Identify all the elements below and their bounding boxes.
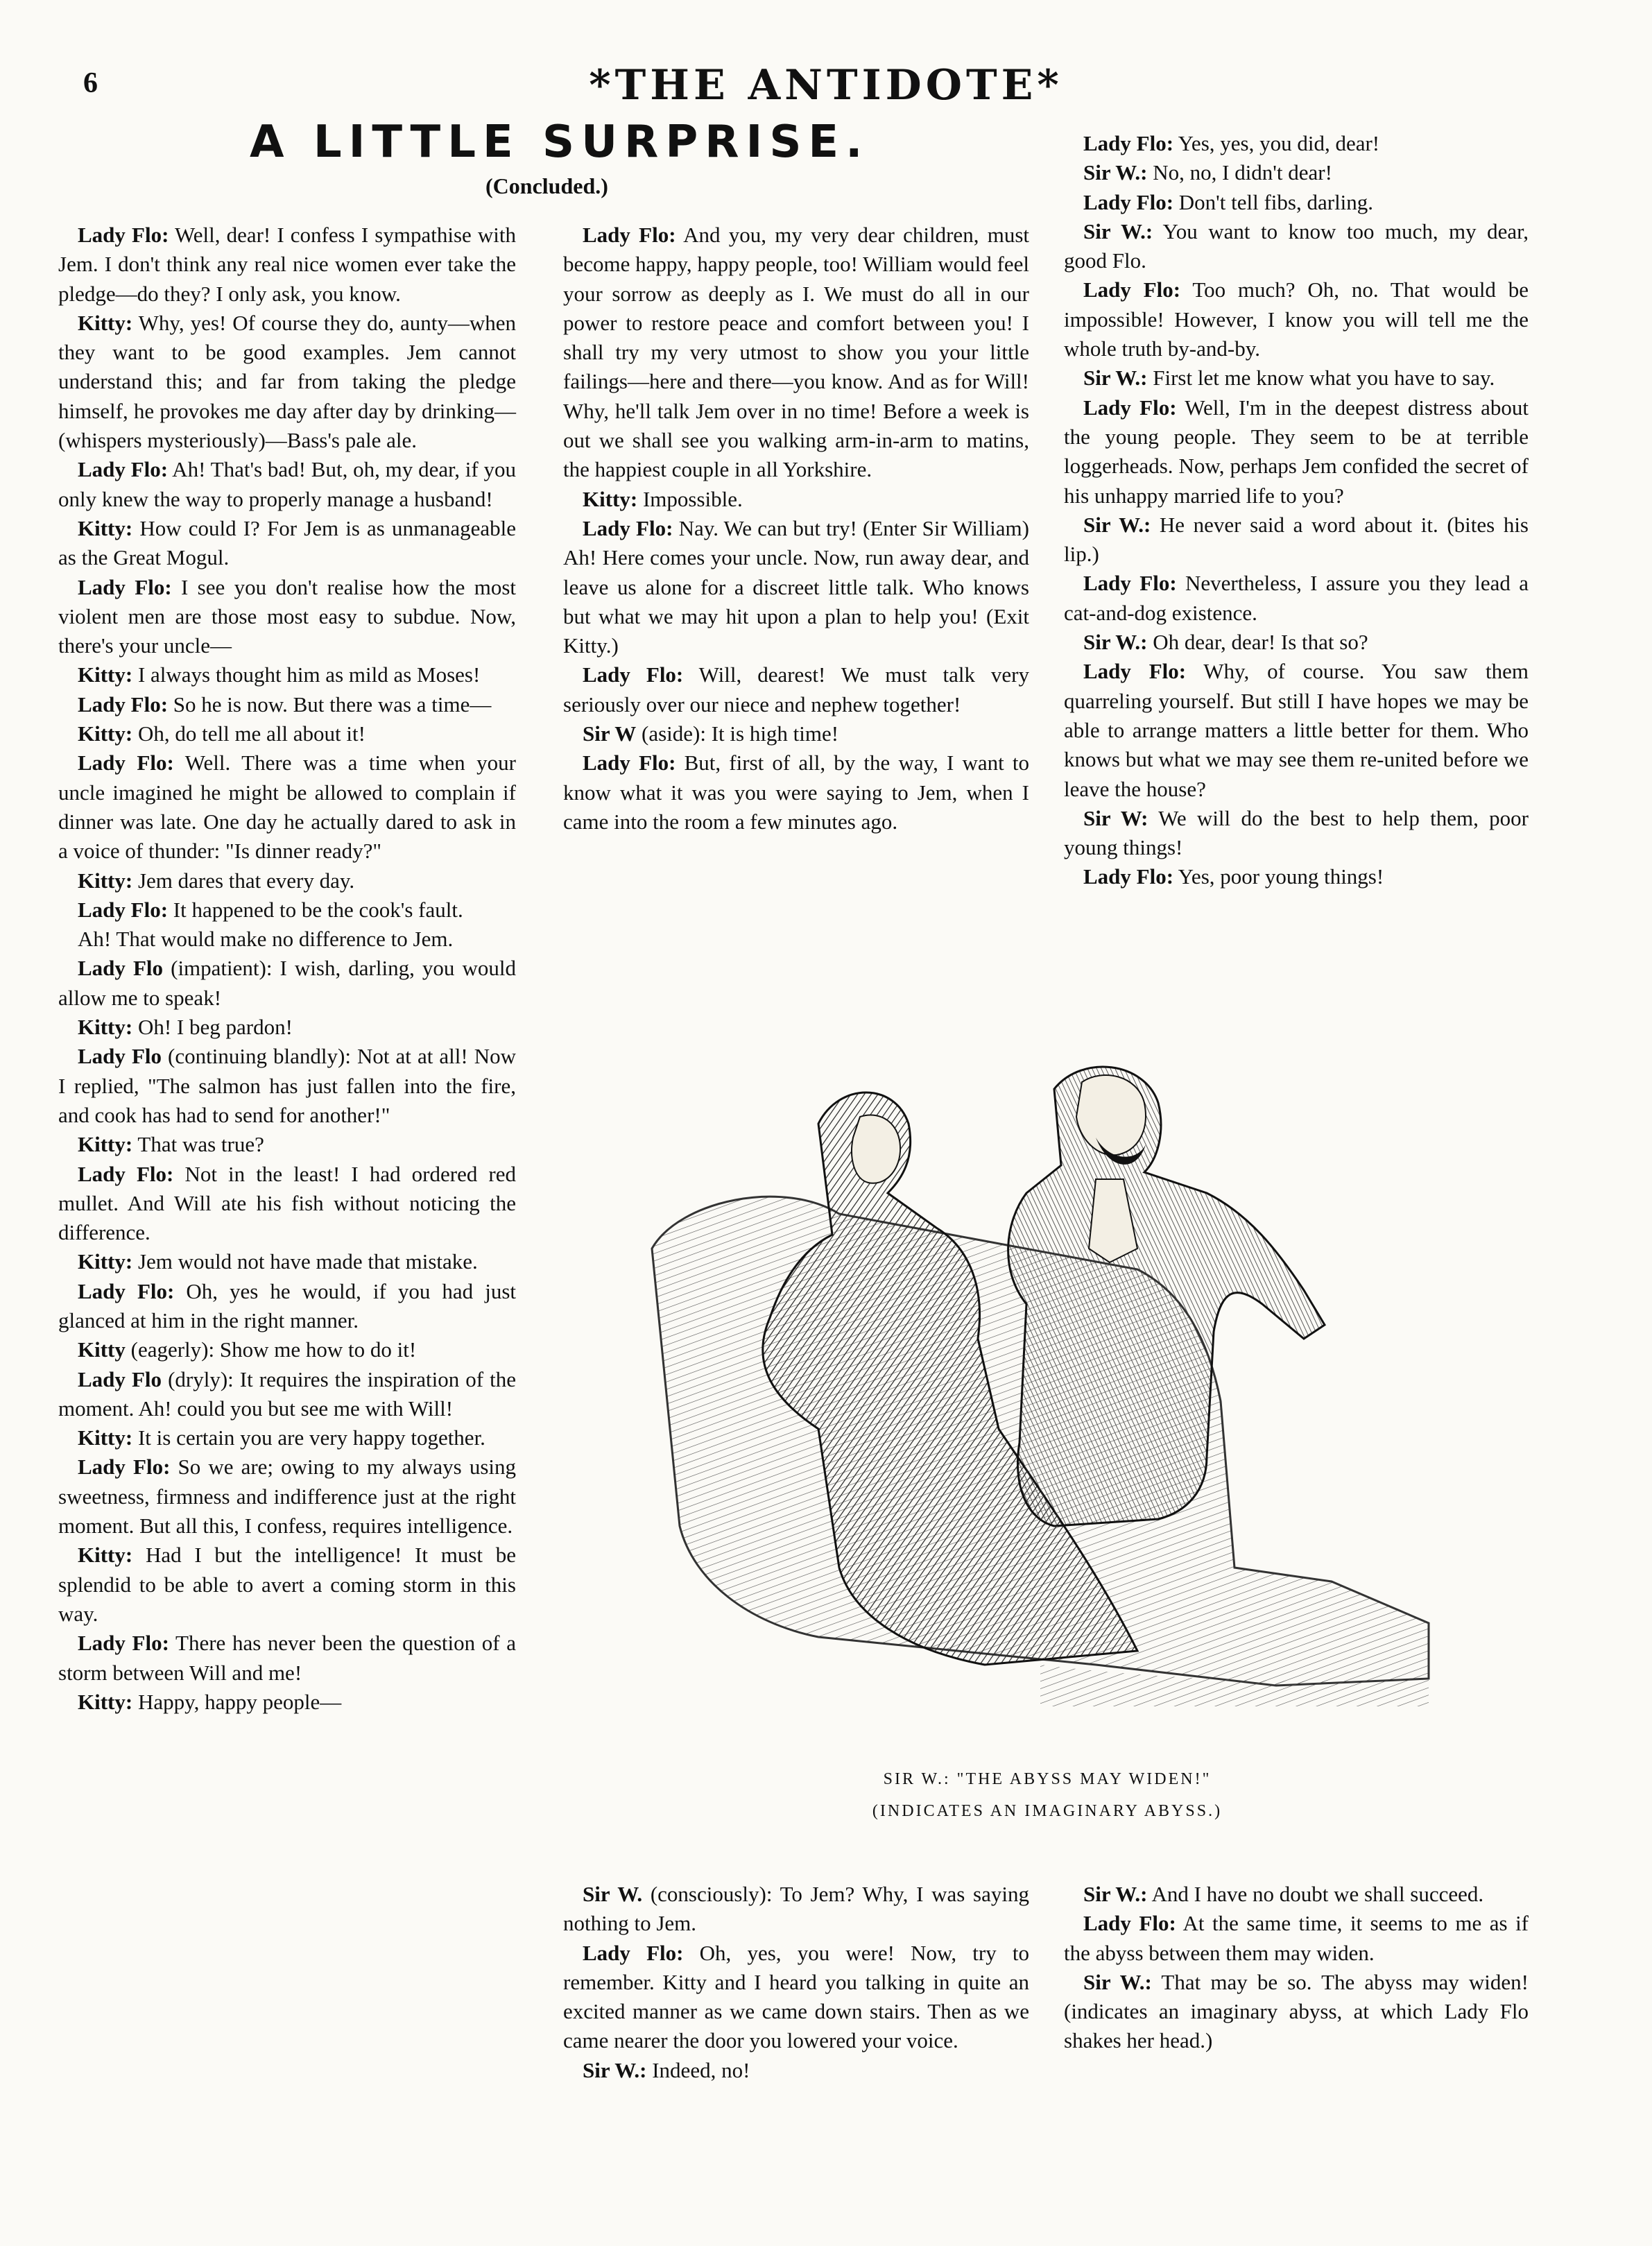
speaker-name: Sir W.: — [1083, 1969, 1152, 1994]
dialogue-text: No, no, I didn't dear! — [1147, 160, 1332, 185]
dialogue-text: How could I? For Jem is as unmanageable as the Great Mogul. — [58, 515, 516, 570]
dialogue-text: Impossible. — [637, 486, 743, 511]
speaker-name: Kitty — [78, 1337, 126, 1362]
speaker-name: Lady Flo: — [78, 223, 169, 247]
speaker-name: Sir W — [583, 721, 637, 746]
dialogue-text: Yes, yes, you did, dear! — [1173, 131, 1380, 155]
dialogue-text: It is certain you are very happy together. — [132, 1425, 485, 1450]
speaker-name: Kitty: — [78, 1015, 133, 1040]
dialogue-text: Oh, do tell me all about it! — [132, 721, 365, 746]
dialogue-paragraph — [58, 514, 516, 573]
speaker-name: Kitty: — [78, 1543, 133, 1568]
dialogue-paragraph — [1064, 657, 1529, 803]
speaker-name: Sir W: — [1083, 805, 1148, 830]
speaker-name: Sir W.: — [1083, 160, 1148, 185]
speaker-name: Lady Flo: — [78, 692, 169, 717]
dialogue-paragraph — [58, 1452, 516, 1541]
dialogue-paragraph — [563, 719, 1029, 748]
speaker-name: Lady Flo: — [583, 662, 684, 687]
speaker-name: Lady Flo — [78, 1044, 162, 1069]
speaker-name: Lady Flo: — [78, 897, 169, 922]
dialogue-paragraph — [563, 1939, 1029, 2056]
dialogue-paragraph — [58, 573, 516, 661]
dialogue-paragraph — [58, 895, 516, 925]
masthead: *THE ANTIDOTE* — [589, 61, 1063, 110]
dialogue-text: And I have no doubt we shall succeed. — [1147, 1882, 1484, 1906]
speaker-name: Lady Flo: — [583, 751, 676, 775]
dialogue-text: I see you don't realise how the most violent men are those most easy to subdue. Now, there's your uncle— — [58, 574, 516, 658]
speaker-name: Lady Flo: — [583, 515, 673, 540]
speaker-name: Lady Flo — [78, 1366, 162, 1391]
dialogue-paragraph — [58, 455, 516, 514]
dialogue-text: (dryly): It requires the inspiration of the moment. Ah! could you but see me with Will! — [58, 1366, 516, 1421]
dialogue-paragraph — [1064, 188, 1529, 217]
dialogue-paragraph — [58, 1160, 516, 1248]
dialogue-text: But, first of all, by the way, I want to know what it was you were saying to Jem, when I came into the room a few minutes ago. — [563, 751, 1029, 834]
dialogue-text: (continuing blandly): Not at at all! Now I replied, "The salmon has just fallen into the fire, and cook has had to send for another!" — [58, 1044, 516, 1127]
dialogue-text: First let me know what you have to say. — [1147, 366, 1495, 391]
speaker-name: Lady Flo: — [1083, 131, 1174, 155]
dialogue-text: Jem would not have made that mistake. — [132, 1249, 478, 1274]
speaker-name: Sir W.: — [1083, 218, 1153, 243]
speaker-name: Lady Flo: — [1083, 864, 1174, 889]
dialogue-text: Nay. We can but try! (Enter Sir William) Ah! Here comes your uncle. Now, run away dear, and leave us alone for a discreet little talk. Who knows but what we may hit upon a plan to help you! (Exit Kitty.) — [563, 515, 1029, 658]
dialogue-text: Nevertheless, I assure you they lead a cat-and-dog existence. — [1064, 571, 1529, 625]
dialogue-paragraph — [563, 2056, 1029, 2085]
dialogue-paragraph — [58, 1423, 516, 1452]
dialogue-paragraph — [58, 1365, 516, 1424]
dialogue-text: I always thought him as mild as Moses! — [132, 662, 481, 687]
speaker-name: Kitty: — [583, 486, 638, 511]
dialogue-text: Don't tell fibs, darling. — [1173, 189, 1374, 214]
dialogue-text: That may be so. The abyss may widen! (indicates an imaginary abyss, at which Lady Flo shakes her head.) — [1064, 1969, 1529, 2053]
text-column-2 — [563, 221, 1029, 837]
speaker-name: Lady Flo: — [78, 457, 169, 482]
dialogue-paragraph — [58, 719, 516, 748]
dialogue-paragraph — [563, 485, 1029, 514]
dialogue-text: Indeed, no! — [646, 2057, 750, 2082]
speaker-name: Lady Flo: — [1083, 395, 1177, 420]
speaker-name: Lady Flo: — [78, 1278, 175, 1303]
speaker-name: Kitty: — [78, 1249, 133, 1274]
dialogue-paragraph — [58, 1335, 516, 1364]
dialogue-paragraph — [58, 690, 516, 719]
dialogue-paragraph — [1064, 1880, 1529, 1909]
dialogue-text: Not in the least! I had ordered red mullet. And Will ate his fish without noticing the difference. — [58, 1161, 516, 1245]
dialogue-text: Well, dear! I confess I sympathise with Jem. I don't think any real nice women ever take the pledge—do they? I only ask, you know. — [58, 223, 516, 306]
dialogue-text: So we are; owing to my always using sweetness, firmness and indifference just at the right moment. But all this, I confess, requires intelligence. — [58, 1455, 516, 1538]
dialogue-text: It happened to be the cook's fault. — [168, 897, 463, 922]
dialogue-text: We will do the best to help them, poor young things! — [1064, 805, 1529, 860]
dialogue-paragraph — [1064, 628, 1529, 657]
dialogue-text: (aside): It is high time! — [636, 721, 839, 746]
dialogue-paragraph — [58, 954, 516, 1013]
dialogue-text: (eagerly): Show me how to do it! — [125, 1337, 417, 1362]
dialogue-text: Why, yes! Of course they do, aunty—when they want to be good examples. Jem cannot understand this; and far from taking the pledge himself, he provokes me day after day by drinking—(whispers mysteriously)—Bass's pale ale. — [58, 310, 516, 453]
dialogue-paragraph — [58, 1247, 516, 1276]
text-column-4 — [563, 1880, 1029, 2085]
dialogue-paragraph — [1064, 1968, 1529, 2056]
dialogue-text: So he is now. But there was a time— — [168, 692, 492, 717]
dialogue-text: Oh, yes he would, if you had just glanced at him in the right manner. — [58, 1278, 516, 1332]
dialogue-paragraph — [1064, 217, 1529, 276]
dialogue-paragraph — [58, 221, 516, 309]
article-subtitle: (Concluded.) — [485, 173, 608, 198]
speaker-name: Kitty: — [78, 1132, 133, 1157]
dialogue-paragraph — [563, 514, 1029, 660]
speaker-name: Sir W.: — [1083, 512, 1151, 537]
dialogue-paragraph — [58, 1042, 516, 1130]
speaker-name: Kitty: — [78, 1425, 133, 1450]
dialogue-paragraph — [1064, 862, 1529, 891]
speaker-name: Lady Flo: — [78, 574, 172, 599]
speaker-name: Sir W. — [583, 1882, 643, 1906]
dialogue-text: Jem dares that every day. — [132, 868, 355, 893]
dialogue-text: Will, dearest! We must talk very seriously over our niece and nephew together! — [563, 662, 1029, 717]
text-column-3 — [1064, 129, 1529, 892]
dialogue-paragraph — [563, 221, 1029, 485]
illustration-caption-note: (INDICATES AN IMAGINARY ABYSS.) — [872, 1802, 1223, 1820]
dialogue-paragraph — [58, 748, 516, 866]
dialogue-paragraph — [1064, 804, 1529, 863]
speaker-name: Lady Flo: — [78, 1161, 174, 1186]
dialogue-paragraph — [58, 1541, 516, 1629]
dialogue-paragraph — [1064, 1909, 1529, 1968]
dialogue-text: Why, of course. You saw them quarreling yourself. But still I have hopes we may be able to arrange matters a little better for them. Who knows but what we may see them re-united before we leave the house? — [1064, 659, 1529, 801]
dialogue-text: Oh, yes, you were! Now, try to remember. Kitty and I heard you talking in quite an excited manner as we came down stairs. Then as we came nearer the door you lowered your voice. — [563, 1940, 1029, 2053]
speaker-name: Lady Flo: — [78, 1631, 169, 1656]
man-figure — [1008, 1067, 1325, 1526]
speaker-name: Lady Flo: — [1083, 1911, 1176, 1936]
article-title: A LITTLE SURPRISE. — [250, 117, 870, 168]
dialogue-text: Well, I'm in the deepest distress about the young people. They seem to be at terrible loggerheads. Now, perhaps Jem confided the secret of his unhappy married life to you? — [1064, 395, 1529, 508]
dialogue-paragraph — [1064, 393, 1529, 511]
dialogue-text: That was true? — [132, 1132, 264, 1157]
dialogue-paragraph — [58, 660, 516, 689]
dialogue-paragraph — [563, 660, 1029, 719]
speaker-name: Kitty: — [78, 721, 133, 746]
dialogue-paragraph — [1064, 275, 1529, 363]
dialogue-paragraph — [58, 1013, 516, 1042]
speaker-name: Kitty: — [78, 1689, 133, 1714]
dialogue-paragraph — [563, 1880, 1029, 1939]
speaker-name: Lady Flo: — [1083, 571, 1177, 596]
speaker-name: Lady Flo — [78, 956, 164, 981]
dialogue-paragraph — [58, 1688, 516, 1717]
dialogue-paragraph — [1064, 158, 1529, 187]
dialogue-text: (impatient): I wish, darling, you would allow me to speak! — [58, 956, 516, 1010]
dialogue-paragraph — [58, 309, 516, 455]
dialogue-paragraph — [1064, 569, 1529, 628]
dialogue-paragraph — [1064, 363, 1529, 393]
dialogue-paragraph — [1064, 511, 1529, 569]
dialogue-text: Yes, poor young things! — [1173, 864, 1384, 889]
dialogue-text: (consciously): To Jem? Why, I was saying nothing to Jem. — [563, 1882, 1029, 1936]
engraving-illustration — [610, 1040, 1463, 1741]
speaker-name: Lady Flo: — [583, 223, 676, 247]
dialogue-text: Ah! That's bad! But, oh, my dear, if you only knew the way to properly manage a husband! — [58, 457, 516, 511]
dialogue-paragraph — [58, 1629, 516, 1688]
dialogue-text: At the same time, it seems to me as if the abyss between them may widen. — [1064, 1911, 1529, 1965]
speaker-name: Lady Flo: — [78, 1455, 171, 1480]
page-number: 6 — [83, 67, 98, 99]
dialogue-text: You want to know too much, my dear, good Flo. — [1064, 218, 1529, 273]
dialogue-paragraph — [58, 925, 516, 954]
dialogue-text: Oh dear, dear! Is that so? — [1147, 630, 1368, 655]
text-column-1 — [58, 221, 516, 1717]
dialogue-paragraph — [1064, 129, 1529, 158]
speaker-name: Lady Flo: — [78, 751, 174, 775]
illustration-caption: SIR W.: "THE ABYSS MAY WIDEN!" — [883, 1770, 1212, 1788]
speaker-name: Lady Flo: — [1083, 189, 1174, 214]
speaker-name: Sir W.: — [1083, 366, 1148, 391]
dialogue-paragraph — [563, 748, 1029, 837]
text-column-5 — [1064, 1880, 1529, 2056]
woman-face — [852, 1115, 900, 1183]
dialogue-text: Had I but the intelligence! It must be splendid to be able to avert a coming storm in this way. — [58, 1543, 516, 1626]
dialogue-text: Ah! That would make no difference to Jem. — [78, 927, 454, 952]
speaker-name: Sir W.: — [583, 2057, 647, 2082]
speaker-name: Lady Flo: — [1083, 659, 1187, 684]
speaker-name: Lady Flo: — [583, 1940, 684, 1965]
speaker-name: Sir W.: — [1083, 1882, 1148, 1906]
dialogue-paragraph — [58, 1277, 516, 1336]
dialogue-text: Well. There was a time when your uncle imagined he might be allowed to complain if dinner was late. One day he actually dared to ask in a voice of thunder: "Is dinner ready?" — [58, 751, 516, 864]
speaker-name: Kitty: — [78, 310, 133, 335]
speaker-name: Lady Flo: — [1083, 277, 1181, 302]
dialogue-text: He never said a word about it. (bites his lip.) — [1064, 512, 1529, 567]
speaker-name: Kitty: — [78, 515, 133, 540]
dialogue-text: And you, my very dear children, must become happy, happy people, too! William would feel your sorrow as deeply as I. We must do all in our power to restore peace and comfort between you! I shall try my very utmost to show you your little failings—here and there—you know. And as for Will! Why, he'll talk Jem over in no time! Before a week is out we shall see you walking arm-in-arm to matins, the happiest couple in all Yorkshire. — [563, 223, 1029, 482]
speaker-name: Sir W.: — [1083, 630, 1148, 655]
dialogue-paragraph — [58, 1130, 516, 1159]
dialogue-paragraph — [58, 866, 516, 895]
speaker-name: Kitty: — [78, 662, 133, 687]
dialogue-text: Oh! I beg pardon! — [132, 1015, 293, 1040]
speaker-name: Kitty: — [78, 868, 133, 893]
dialogue-text: There has never been the question of a storm between Will and me! — [58, 1631, 516, 1685]
dialogue-text: Happy, happy people— — [132, 1689, 342, 1714]
dialogue-text: Too much? Oh, no. That would be impossible! However, I know you will tell me the whole truth by-and-by. — [1064, 277, 1529, 361]
